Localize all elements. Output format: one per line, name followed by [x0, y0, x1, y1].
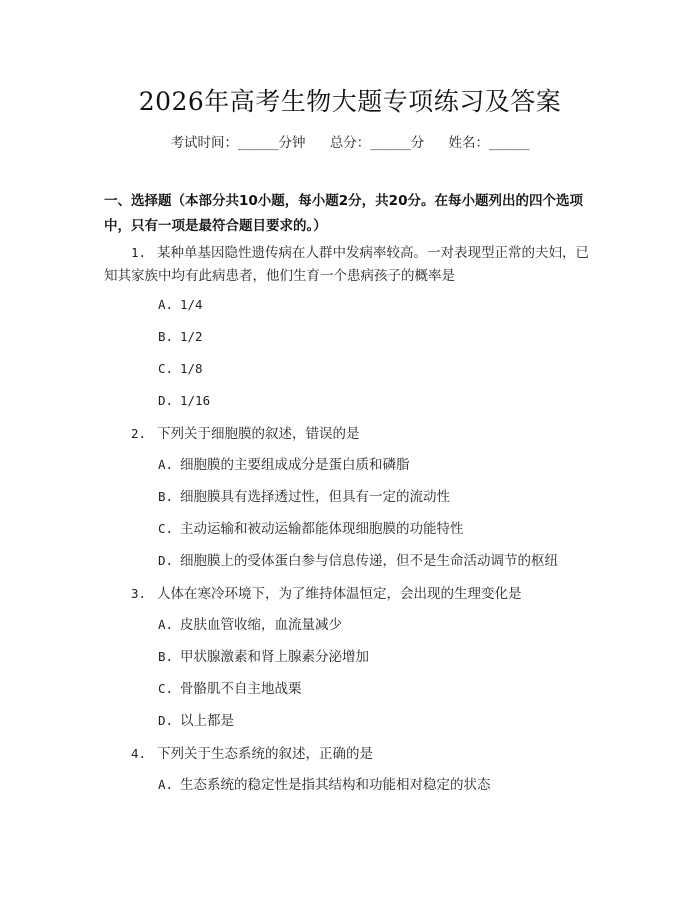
time-label: 考试时间：: [170, 135, 238, 151]
option-text: 1/16: [180, 393, 211, 408]
option-label: B.: [158, 329, 174, 344]
time-blank: ______: [237, 135, 279, 151]
option-label: D.: [158, 713, 174, 728]
option-label: A.: [158, 777, 174, 792]
time-field: [170, 131, 305, 151]
question-1-option-d: [158, 390, 210, 412]
question-3: [131, 581, 522, 607]
question-1-option-c: [158, 358, 203, 380]
option-label: B.: [158, 489, 174, 504]
score-field: [330, 131, 425, 151]
score-blank: ______: [370, 135, 411, 151]
section-header: 一、选择题（本部分共10小题，每小题2分，共20分。在每小题列出的四个选项中，只有一项是最符合题目要求的。）: [104, 193, 583, 234]
question-1-stem-continued: 知其家族中均有此病患者，他们生育一个患病孩子的概率是: [104, 268, 455, 284]
question-number: 2.: [131, 426, 147, 441]
question-3-option-d: [158, 710, 234, 732]
question-2-option-d: [158, 550, 558, 572]
question-stem: 下列关于生态系统的叙述，正确的是: [157, 746, 373, 762]
question-3-option-b: [158, 646, 369, 668]
option-text: 骨骼肌不自主地战栗: [180, 681, 302, 697]
question-2-option-b: [158, 486, 450, 508]
question-2: [131, 421, 360, 447]
name-label: 姓名：: [448, 135, 490, 151]
option-label: C.: [158, 361, 174, 376]
question-number: 1.: [131, 245, 147, 260]
option-text: 细胞膜上的受体蛋白参与信息传递，但不是生命活动调节的枢纽: [180, 553, 558, 569]
question-1-option-a: [158, 294, 203, 316]
question-3-option-c: [158, 678, 302, 700]
time-unit: 分钟: [278, 135, 306, 151]
score-unit: 分: [410, 135, 425, 151]
question-2-option-a: [158, 454, 410, 476]
question-4: [131, 741, 373, 767]
option-text: 甲状腺激素和肾上腺素分泌增加: [180, 649, 369, 665]
option-text: 细胞膜具有选择透过性，但具有一定的流动性: [180, 489, 450, 505]
option-label: A.: [158, 617, 174, 632]
question-stem: 某种单基因隐性遗传病在人群中发病率较高。一对表现型正常的夫妇，已: [157, 245, 589, 261]
question-number: 4.: [131, 746, 147, 761]
name-blank: ______: [489, 135, 530, 151]
question-stem: 人体在寒冷环境下，为了维持体温恒定，会出现的生理变化是: [157, 586, 522, 602]
option-text: 生态系统的稳定性是指其结构和功能相对稳定的状态: [180, 777, 491, 793]
option-text: 细胞膜的主要组成成分是蛋白质和磷脂: [180, 457, 410, 473]
question-3-option-a: [158, 614, 342, 636]
option-label: D.: [158, 393, 174, 408]
option-label: C.: [158, 521, 174, 536]
option-text: 1/4: [180, 297, 203, 312]
score-label: 总分：: [329, 135, 371, 151]
option-label: A.: [158, 297, 174, 312]
name-field: [449, 131, 530, 151]
option-text: 1/2: [180, 329, 203, 344]
question-1: [131, 240, 589, 266]
exam-meta: [0, 131, 700, 151]
option-label: A.: [158, 457, 174, 472]
option-text: 皮肤血管收缩，血流量减少: [180, 617, 342, 633]
question-stem: 下列关于细胞膜的叙述，错误的是: [157, 426, 360, 442]
question-4-option-a: [158, 774, 491, 796]
question-1-option-b: [158, 326, 203, 348]
option-text: 以上都是: [180, 713, 234, 729]
page-title: 2026年高考生物大题专项练习及答案: [138, 87, 562, 116]
option-text: 1/8: [180, 361, 203, 376]
question-number: 3.: [131, 586, 147, 601]
option-label: B.: [158, 649, 174, 664]
question-2-option-c: [158, 518, 464, 540]
option-text: 主动运输和被动运输都能体现细胞膜的功能特性: [180, 521, 464, 537]
option-label: D.: [158, 553, 174, 568]
option-label: C.: [158, 681, 174, 696]
